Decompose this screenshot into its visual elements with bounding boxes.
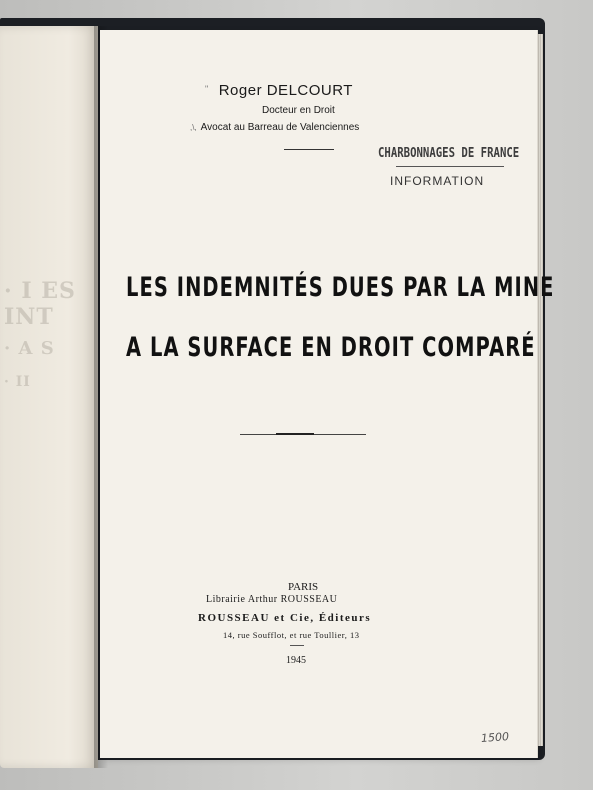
ink-mark: " — [205, 84, 209, 94]
left-page — [0, 26, 98, 768]
book-title-line1: LES INDEMNITÉS DUES PAR LA MINE — [126, 272, 555, 303]
divider-rule — [284, 149, 334, 150]
title-page — [100, 30, 537, 758]
bleed-through-text: · II — [4, 374, 31, 390]
publisher-line2: ROUSSEAU et Cie, Éditeurs — [198, 612, 372, 624]
page-edges — [537, 34, 543, 746]
author-position-text: Avocat au Barreau de Valenciennes — [200, 122, 360, 133]
publisher-line1: Librairie Arthur ROUSSEAU — [206, 594, 338, 605]
pencil-price-note: 1500 — [480, 730, 510, 745]
divider-rule — [290, 645, 304, 646]
author-position — [190, 122, 359, 133]
bleed-through-text: · A S — [4, 338, 55, 359]
author-name — [205, 82, 353, 99]
bleed-through-text: · I ES INT — [4, 278, 76, 330]
author-degree: Docteur en Droit — [262, 105, 335, 116]
publication-year: 1945 — [286, 655, 306, 666]
publisher-city: PARIS — [288, 581, 319, 593]
ornament-rule-center — [276, 433, 314, 435]
book-title-line2: A LA SURFACE EN DROIT COMPARÉ — [126, 332, 536, 363]
ink-mark: ,\, — [190, 123, 197, 132]
author-name-text: Roger DELCOURT — [218, 82, 353, 99]
library-stamp-line2: INFORMATION — [390, 174, 485, 188]
library-stamp-line1: CHARBONNAGES DE FRANCE — [378, 146, 520, 161]
stamp-rule — [396, 166, 504, 167]
publisher-address: 14, rue Soufflot, et rue Toullier, 13 — [223, 630, 360, 640]
